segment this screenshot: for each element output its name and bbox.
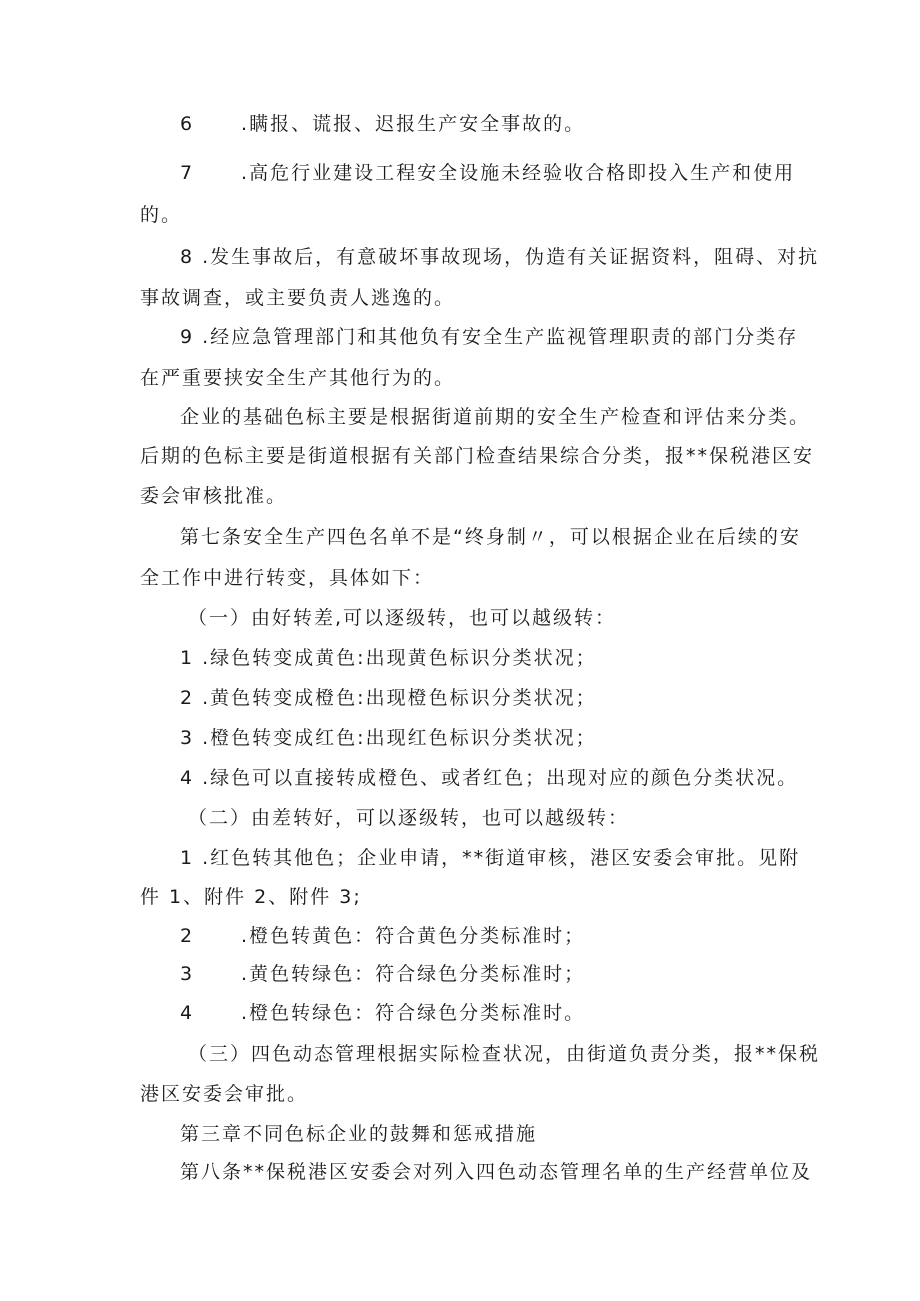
list-item-9: [180, 325, 798, 349]
list-item-8: [180, 245, 819, 269]
text-line: [140, 484, 287, 508]
paragraph-text: （三）四色动态管理根据实际检查状况，由街道负责分类，报**保税: [188, 1043, 821, 1065]
text-line: [140, 885, 362, 909]
item-text: .高危行业建设工程安全设施未经验收合格即投入生产和使用: [241, 162, 796, 184]
list-item: 3 .黄色转绿色：符合绿色分类标准时；: [180, 963, 586, 985]
item-text: 2 .黄色转变成橙色:出现橙色标识分类状况；: [180, 687, 597, 709]
paragraph-text: 后期的色标主要是街道根据有关部门检查结果综合分类，报**保税港区安: [140, 445, 815, 467]
paragraph-text: 港区安委会审批。: [140, 1083, 309, 1105]
item-text: 8 .发生事故后，有意破坏事故现场，伪造有关证据资料，阻碍、对抗: [180, 246, 820, 268]
item-text: 1 .红色转其他色；企业申请，**街道审核，港区安委会审批。见附: [180, 847, 801, 869]
text-line: [140, 286, 455, 310]
paragraph-text: 企业的基础色标主要是根据街道前期的安全生产检查和评估来分类。: [180, 406, 811, 428]
subsection-3: [188, 1042, 820, 1066]
list-item-7: 7 .高危行业建设工程安全设施未经验收合格即投入生产和使用: [180, 162, 796, 184]
paragraph-text: 第七条安全生产四色名单不是“终身制〃，可以根据企业在后续的安: [180, 526, 801, 548]
text-line: [140, 444, 814, 468]
list-item: 4 .橙色转绿色：符合绿色分类标准时。: [180, 1002, 586, 1024]
paragraph-text: 件 1、附件 2、附件 3;: [140, 886, 362, 908]
paragraph-text: （二）由差转好，可以逐级转，也可以越级转：: [188, 807, 630, 829]
item-text: 4 .绿色可以直接转成橙色、或者红色；出现对应的颜色分类状况。: [180, 767, 799, 789]
article-8-heading: [180, 1160, 812, 1184]
list-item: [180, 726, 597, 750]
item-text: .橙色转绿色：符合绿色分类标准时。: [241, 1002, 586, 1024]
paragraph-line: [180, 405, 810, 429]
subsection-2: [188, 806, 629, 830]
paragraph-text: 第三章不同色标企业的鼓舞和惩戒措施: [180, 1123, 538, 1145]
paragraph-text: 事故调查，或主要负责人逃逸的。: [140, 287, 456, 309]
item-text: 1 .绿色转变成黄色:出现黄色标识分类状况；: [180, 647, 597, 669]
text-line: [140, 566, 434, 590]
list-item-6: 6 .瞒报、谎报、迟报生产安全事故的。: [180, 113, 586, 135]
list-item: [180, 686, 597, 710]
text-line: [140, 366, 455, 390]
item-text: .瞒报、谎报、迟报生产安全事故的。: [241, 113, 586, 135]
list-item: [180, 766, 798, 790]
paragraph-text: （一）由好转差,可以逐级转，也可以越级转：: [188, 607, 617, 629]
paragraph-text: 在严重要挟安全生产其他行为的。: [140, 367, 456, 389]
paragraph-text: 第八条**保税港区安委会对列入四色动态管理名单的生产经营单位及: [180, 1161, 813, 1183]
subsection-1: [188, 606, 616, 630]
item-text: 9 .经应急管理部门和其他负有安全生产监视管理职责的部门分类存: [180, 326, 799, 348]
text-line: [140, 1082, 308, 1106]
item-text: .黄色转绿色：符合绿色分类标准时；: [241, 963, 586, 985]
item-text: .橙色转黄色：符合黄色分类标准时；: [241, 925, 586, 947]
text-line: [140, 203, 182, 227]
article-7-heading: [180, 525, 801, 549]
paragraph-text: 的。: [140, 204, 183, 226]
list-item: [180, 846, 800, 870]
list-item: [180, 646, 597, 670]
item-text: 3 .橙色转变成红色:出现红色标识分类状况；: [180, 727, 597, 749]
chapter-3-heading: [180, 1122, 537, 1146]
list-item: 2 .橙色转黄色：符合黄色分类标准时；: [180, 925, 586, 947]
paragraph-text: 委会审核批准。: [140, 485, 288, 507]
paragraph-text: 全工作中进行转变，具体如下：: [140, 567, 435, 589]
